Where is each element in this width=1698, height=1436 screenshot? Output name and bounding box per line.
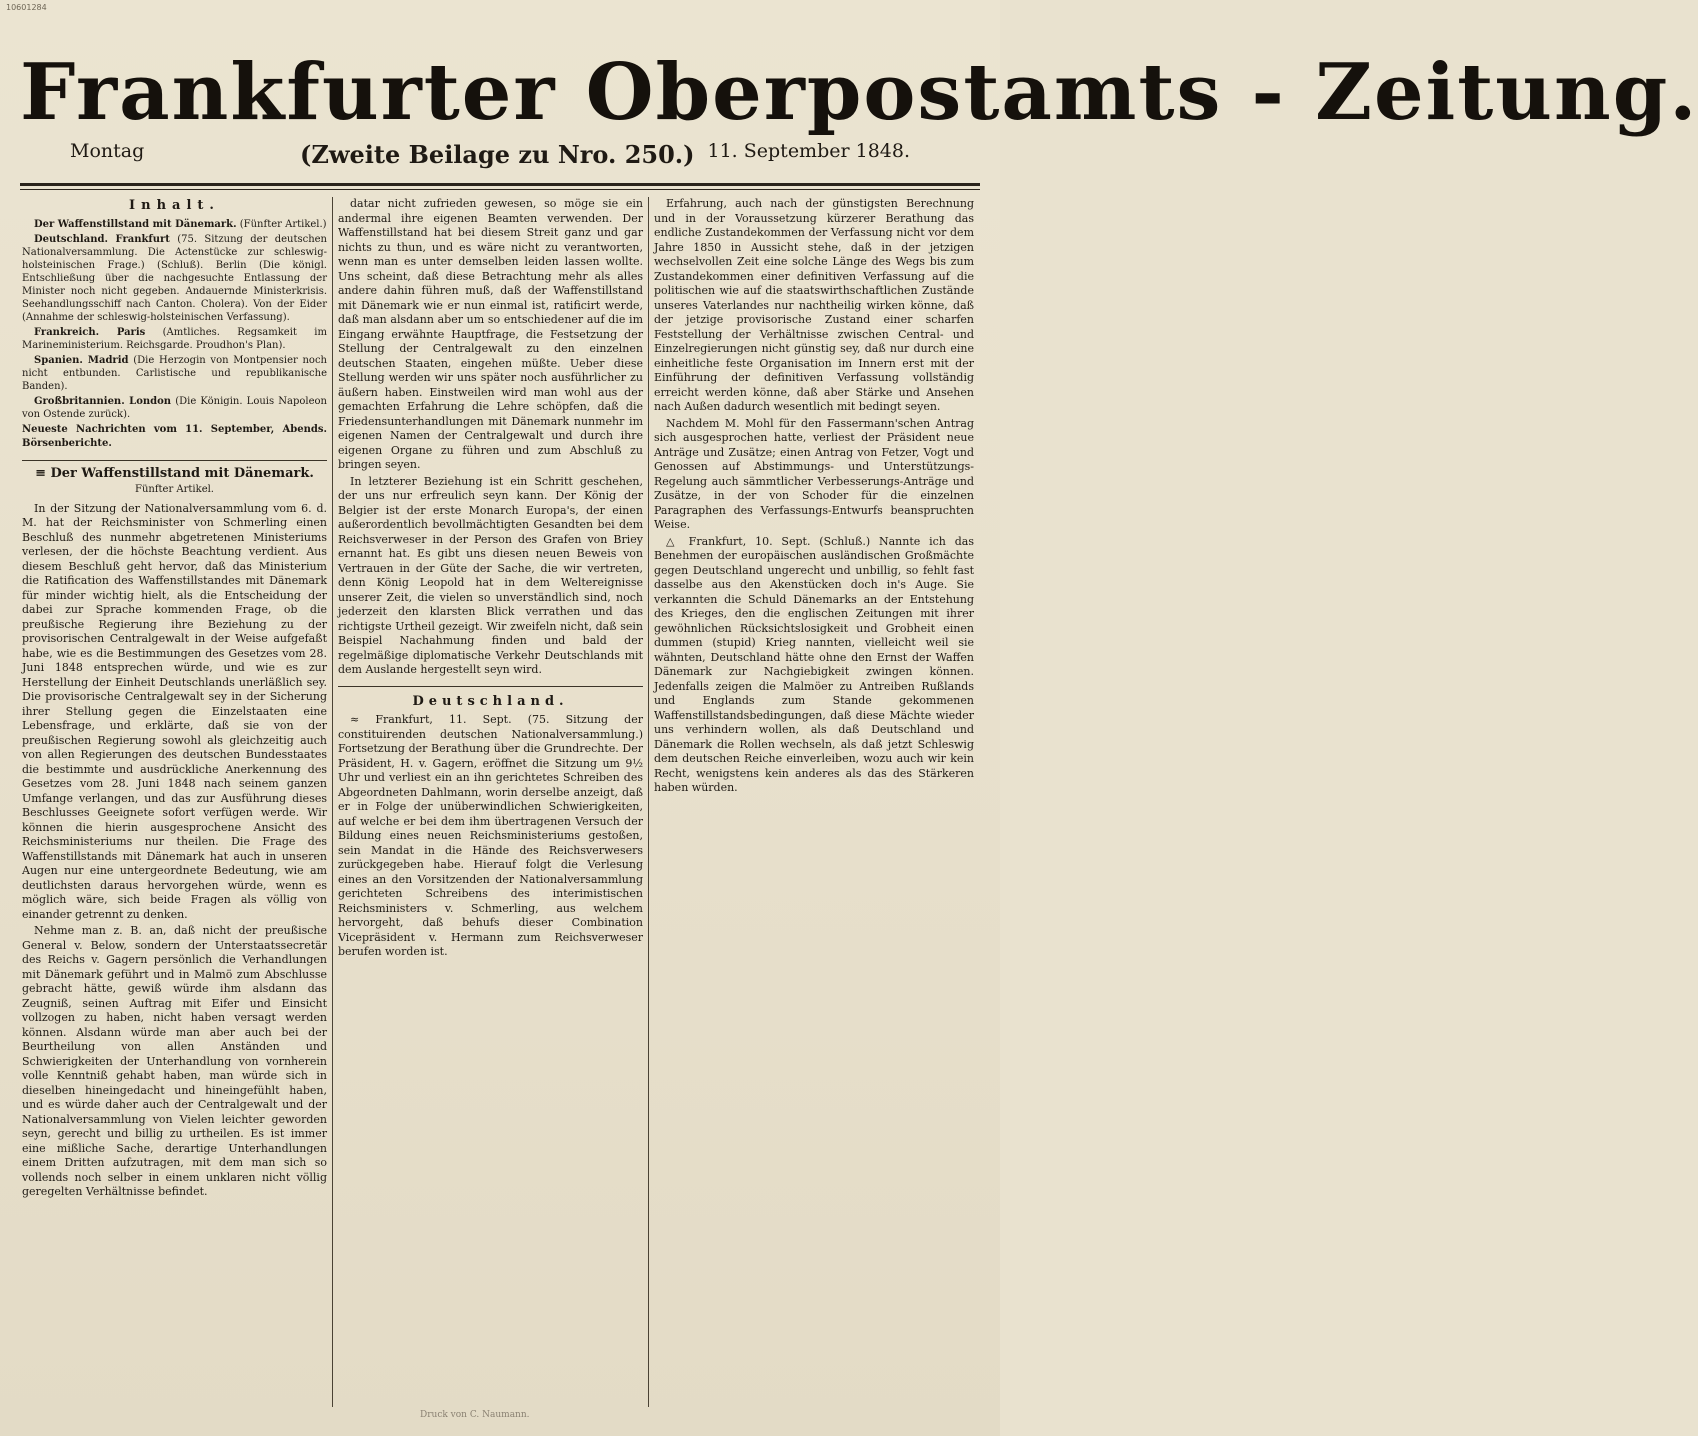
printer-stamp: Druck von C. Naumann. bbox=[420, 1410, 530, 1420]
toc-entry: Frankreich. Paris (Amtliches. Regsamkeit im Marineministerium. Reichsgarde. Proudhon's Plan). bbox=[22, 326, 327, 351]
section-heading: Deutschland. bbox=[412, 693, 569, 709]
toc-entry: Deutschland. Frankfurt (75. Sitzung der deutschen Nationalversammlung. Die Actenstücke zur schleswig-holsteinischen Frage.) (Schluß). Berlin (Die königl. Entschließung über die nachgesuchte Entlassung der Minister noch nicht gegeben. Andauernde Ministerkrisis. Seehandlungsschiff nach Canton. Cholera). Von der Eider (Annahme der schleswig-holsteinischen Verfassung). bbox=[22, 233, 327, 323]
article-paragraph: ≈ Frankfurt, 11. Sept. (75. Sitzung der constituirenden deutschen Nationalversammlung.) Fortsetzung der Berathung über die Grundrechte. Der Präsident, H. v. Gagern, eröffnet die Sitzung um 9½ Uhr und verliest ein an ihn gerichtetes Schreiben des Abgeordneten Dahlmann, worin derselbe anzeigt, daß er in Folge der unüberwindlichen Schwierigkeiten, auf welche er bei dem ihm übertragenen Versuch der Bildung eines neuen Reichsministeriums gestoßen, sein Mandat in die Hände des Reichsverwesers zurückgegeben habe. Hierauf folgt die Verlesung eines an den Vorsitzenden der Nationalversammlung gerichteten Schreibens des interimistischen Reichsministers v. Schmerling, aus welchem hervorgeht, daß behufs dieser Combination Vicepräsident v. Hermann zum Reichsverweser berufen worden ist. bbox=[338, 713, 643, 958]
article-paragraph: Nehme man z. B. an, daß nicht der preußische General v. Below, sondern der Unterstaatssecretär des Reichs v. Gagern persönlich die Verhandlungen mit Dänemark geführt und in Malmö zum Abschlusse gebracht hätte, gewiß würde ihm alsdann das Zeugniß, seinen Auftrag mit Eifer und Einsicht vollzogen zu haben, nicht haben versagt werden können. Alsdann würde man aber auch bei der Beurtheilung von allen Anständen und Schwierigkeiten der Unterhandlung von vornherein volle Kenntniß gehabt haben, man würde sich in dieselben hineingedacht und hineingefühlt haben, und es würde daher auch der Centralgewalt und der Nationalversammlung von Vielen leichter geworden seyn, gerecht und billig zu urtheilen. Es ist immer eine mißliche Sache, derartige Unterhandlungen einem Dritten aufzutragen, mit dem man sich so vollends noch selber in einem unklaren nicht völlig geregelten Verhältnisse befindet. bbox=[22, 924, 327, 1198]
article-paragraph: In der Sitzung der Nationalversammlung vom 6. d. M. hat der Reichsminister von Schmerling einen Beschluß des nunmehr abgetretenen Ministeriums verlesen, der die höchste Beachtung verdient. Aus diesem Beschluß geht hervor, daß das Ministerium die Ratification des Waffenstillstandes mit Dänemark für minder wichtig hielt, als die Entscheidung der dabei zur Sprache kommenden Frage, ob die preußische Regierung ihre Beziehung zu der provisorischen Centralgewalt in der Weise aufgefaßt habe, wie es die Bestimmungen des Gesetzes vom 28. Juni 1848 entsprechen würde, und wie es zur Herstellung der Einheit Deutschlands unerläßlich sey. Die provisorische Centralgewalt sey in der Sicherung ihrer Stellung gegen die Einzelstaaten eine Lebensfrage, und erklärte, daß sie von der preußischen Regierung sowohl als gleichzeitig auch von allen Regierungen des deutschen Bundesstaates die bestimmte und ausdrückliche Anerkennung des Gesetzes vom 28. Juni 1848 nach seinem ganzen Umfange verlangen, und das zur Ausführung dieses Beschlusses Geeignete sofort verfügen werde. Wir können die hierin ausgesprochene Ansicht des Reichsministeriums nur theilen. Die Frage des Waffenstillstands mit Dänemark hat auch in unseren Augen nur eine untergeordnete Bedeutung, wie am deutlichsten daraus hervorgehen würde, wenn es möglich wäre, sich beide Fragen als völlig von einander getrennt zu denken. bbox=[22, 501, 327, 921]
article-headline: ≡ Der Waffenstillstand mit Dänemark. bbox=[35, 465, 314, 481]
column-divider bbox=[648, 197, 649, 1407]
toc-heading: Inhalt. bbox=[129, 198, 220, 213]
article-paragraph: △ Frankfurt, 10. Sept. (Schluß.) Nannte ich das Benehmen der europäischen ausländischen Großmächte gegen Deutschland ungerecht und unbillig, so fehlt fast dasselbe aus den Akenstücken doch in's Auge. Sie verkannten die Schuld Dänemarks an der Entstehung des Krieges, den die englischen Zeitungen mit ihrer gewöhnlichen Rücksichtslosigkeit und Grobheit einen dummen (stupid) Krieg nannten, vielleicht weil sie wähnten, Deutschland hätte ohne den Ernst der Waffen Dänemark zur Nachgiebigkeit zwingen können. Jedenfalls zeigen die Malmöer zu Antreiben Rußlands und Englands zum Stande gekommenen Waffenstillstandsbedingungen, daß diese Mächte wieder uns verhindern wollen, als daß Deutschland und Dänemark die Rollen wechseln, als daß jetzt Schleswig dem deutschen Reiche einverleiben, wozu auch wir kein Recht, wenigstens kein anderes als das des Stärkeren haben würden. bbox=[654, 534, 974, 794]
article-paragraph: In letzterer Beziehung ist ein Schritt geschehen, der uns nur erfreulich seyn kann. Der König der Belgier ist der erste Monarch Europa's, der einen außerordentlich bevollmächtigten Gesandten bei dem Reichsverweser in der Person des Grafen von Briey ernannt hat. Es gibt uns diesen neuen Beweis von Vertrauen in der Güte der Sache, die wir vertreten, denn König Leopold hat in dem Weltereignisse unserer Zeit, die vielen so unverständlich sind, noch jederzeit den klarsten Blick verrathen und das richtigste Urtheil gezeigt. Wir zweifeln nicht, daß sein Beispiel Nachahmung finden und bald der regelmäßige diplomatische Verkehr Deutschlands mit dem Auslande hergestellt seyn wird. bbox=[338, 474, 643, 676]
article-paragraph: Erfahrung, auch nach der günstigsten Berechnung und in der Voraussetzung kürzerer Berathung das endliche Zustandekommen der Verfassung nicht vor dem Jahre 1850 in Aussicht stehe, daß in der jetzigen wechselvollen Zeit eine solche Länge des Wegs bis zum Zustandekommen einer definitiven Verfassung auf die politischen wie auf die staatswirthschaftlichen Zustände unseres Vaterlandes nur nachtheilig wirken könne, daß der jetzige provisorische Zustand einer scharfen Feststellung der Verhältnisse zwischen Central- und Einzelregierungen nicht günstig sey, daß nur durch eine einheitliche feste Organisation im Innern erst mit der Einführung der definitiven Verfassung vollständig erreicht werden könne, daß aber Stärke und Ansehen nach Außen dadurch wesentlich mit bedingt seyen. bbox=[654, 197, 974, 413]
toc-entry: Großbritannien. London (Die Königin. Louis Napoleon von Ostende zurück). bbox=[22, 395, 327, 420]
toc-late-news: Neueste Nachrichten vom 11. September, Abends. Börsenberichte. bbox=[22, 423, 327, 449]
header-rule bbox=[20, 183, 980, 186]
table-of-contents bbox=[22, 199, 327, 452]
section-divider bbox=[22, 460, 327, 461]
column-3 bbox=[654, 197, 974, 1407]
masthead-title: Frankfurter Oberpostamts - Zeitung. bbox=[20, 47, 1698, 138]
column-1 bbox=[22, 197, 327, 1407]
article-paragraph: datar nicht zufrieden gewesen, so möge sie ein andermal ihre eigenen Beamten verwenden. Der Waffenstillstand hat bei diesem Streit ganz und gar nichts zu thun, und es wäre nicht zu verantworten, wenn man es unter demselben leiden lassen wollte. Uns scheint, daß diese Betrachtung mehr als alles andere dahin führen muß, daß der Waffenstillstand mit Dänemark wie er nun einmal ist, ratificirt werde, daß man alsdann aber um so entschiedener auf die im Eingang erwähnte Hauptfrage, die Festsetzung der Stellung der Centralgewalt zu den einzelnen deutschen Staaten, eingehen müßte. Ueber diese Stellung werden wir uns später noch ausführlicher zu äußern haben. Einstweilen wird man wohl aus der gemachten Erfahrung die Lehre schöpfen, daß die Friedensunterhandlungen mit Dänemark nunmehr im eigenen Namen der Centralgewalt und durch ihre eigenen Organe zu führen und zum Abschluß zu bringen seyen. bbox=[338, 197, 643, 471]
header-rule-thin bbox=[20, 189, 980, 190]
issue-date: 11. September 1848. bbox=[707, 140, 910, 162]
section-divider bbox=[338, 686, 643, 687]
catalog-mark: 10601284 bbox=[6, 3, 47, 12]
article-paragraph: Nachdem M. Mohl für den Fassermann'schen Antrag sich ausgesprochen hatte, verliest der Präsident neue Anträge und Zusätze; einen Antrag von Fetzer, Vogt und Genossen auf Abstimmungs- und Unterstützungs-Regelung auch sämmtlicher Verbesserungs-Anträge und Zusätze, in der von Schoder für die einzelnen Paragraphen des Verfassungs-Entwurfs beanspruchten Weise. bbox=[654, 416, 974, 531]
dateline bbox=[70, 140, 910, 170]
article-subhead: Fünfter Artikel. bbox=[135, 484, 214, 495]
toc-entry: Spanien. Madrid (Die Herzogin von Montpensier noch nicht entbunden. Carlistische und republikanische Banden). bbox=[22, 354, 327, 392]
column-divider bbox=[332, 197, 333, 1407]
column-2 bbox=[338, 197, 643, 1407]
issue-number: (Zweite Beilage zu Nro. 250.) bbox=[300, 140, 695, 169]
toc-entry: Der Waffenstillstand mit Dänemark. (Fünfter Artikel.) bbox=[34, 218, 327, 230]
issue-day: Montag bbox=[70, 140, 145, 162]
